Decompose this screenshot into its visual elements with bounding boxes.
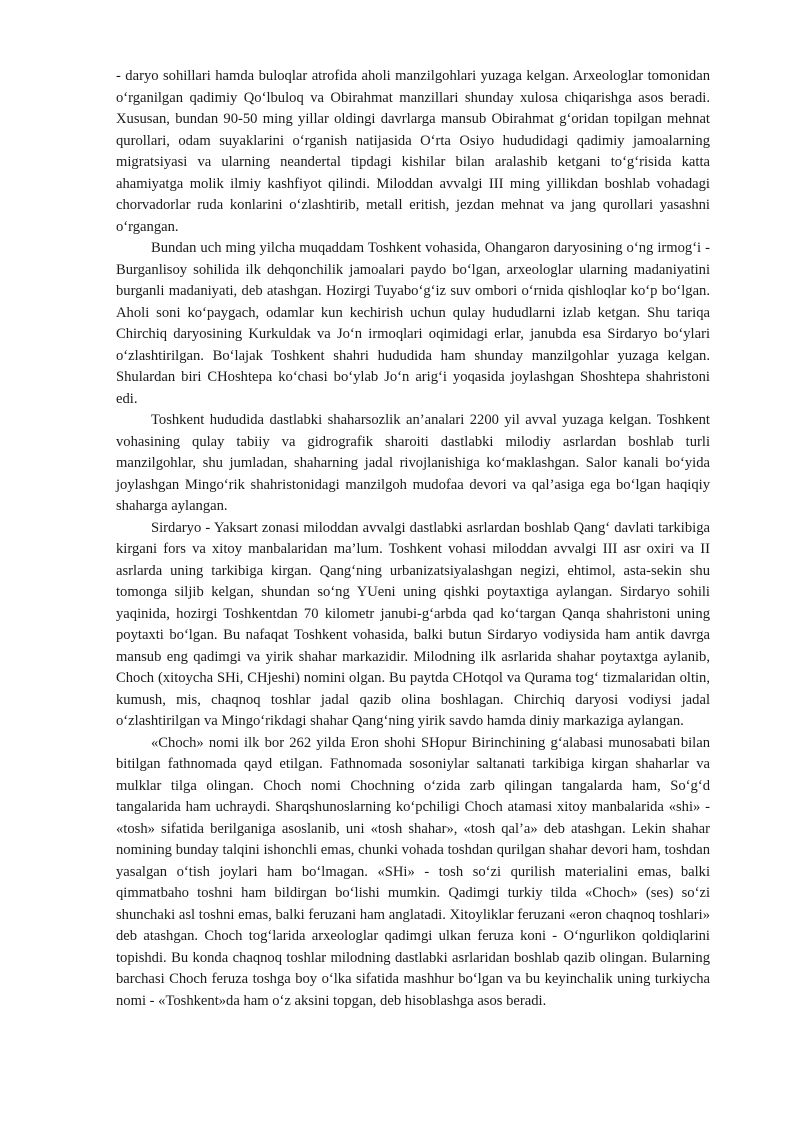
paragraph-5: «Choch» nomi ilk bor 262 yilda Eron shohi SHopur Birinchining g‘alabasi munosabati bilan bitilgan fathnomada qayd etilgan. Fathnomada sosoniylar saltanati tarkibiga kirgan shaharlar va mulklar tilga olingan. Choch nomi Chochning o‘zida zarb qilingan tangalarda ham, So‘g‘d tangalarida ham uchraydi. Sharqshunoslarning ko‘pchiligi Choch atamasi xitoy manbalarida «shi» - «tosh» sifatida berilganiga asoslanib, uni «tosh shahar», «tosh qal’a» deb atashgan. Lekin shahar nomining bunday talqini ishonchli emas, chunki vohada toshdan qurilgan shahar devori ham, toshdan yasalgan o‘tish joylari ham bo‘lmagan. «SHi» - tosh so‘zi qurilish materialini emas, balki qimmatbaho toshni ham bildirgan bo‘lishi mumkin. Qadimgi turkiy tilda «Choch» (ses) so‘zi shunchaki asl toshni emas, balki feruzani ham anglatadi. Xitoyliklar feruzani «eron chaqnoq toshlari» deb atashgan. Choch tog‘larida arxeologlar qadimgi ulkan feruza koni - O‘ngurlikon qoldiqlarini topishdi. Bu konda chaqnoq toshlar milodning dastlabki asrlaridan boshlab qazib olingan. Bularning barchasi Choch feruza toshga boy o‘lka sifatida mashhur bo‘lgan va bu keyinchalik uning turkiycha nomi - «Toshkent»da ham o‘z aksini topgan, deb hisoblashga asos beradi.	[116, 734, 710, 1009]
paragraph-2: Bundan uch ming yilcha muqaddam Toshkent vohasida, Ohangaron daryosining o‘ng irmog‘i - Burganlisoy sohilida ilk dehqonchilik jamoalari paydo bo‘lgan, arxeologlar ularning madaniyatini burganli madaniyati, deb atashgan. Hozirgi Tuyabo‘g‘iz suv ombori o‘rnida qishloqlar ko‘p bo‘lgan. Aholi soni ko‘paygach, odamlar kun kechirish uchun qulay hududlarni izlab ketgan. Shu tariqa Chirchiq daryosining Kurkuldak va Jo‘n irmoqlari oqimidagi erlar, janubda esa Sirdaryo bo‘ylari o‘zlashtirilgan. Bo‘lajak Toshkent shahri hududida ham shunday manzilgohlar yuzaga kelgan. Shulardan biri CHoshtepa ko‘chasi bo‘ylab Jo‘n arig‘i yoqasida joylashgan Shoshtepa shahristoni edi.	[116, 240, 710, 407]
paragraph-1: - daryo sohillari hamda buloqlar atrofida aholi manzilgohlari yuzaga kelgan. Arxeologlar tomonidan o‘rganilgan qadimiy Qo‘lbuloq va Obirahmat manzillari shunday xulosa chiqarishga asos beradi. Xususan, bundan 90-50 ming yillar oldingi davrlarga mansub Obirahmat g‘oridan topilgan mehnat qurollari, odam suyaklarini o‘rganish natijasida O‘rta Osiyo hududidagi qadimiy jamoalarning migratsiyasi va ularning neandertal tipdagi kishilar bilan aralashib ketgani to‘g‘risida katta ahamiyatga molik ilmiy kashfiyot qilindi. Miloddan avvalgi III ming yillikdan boshlab vohadagi chorvadorlar ruda konlarini o‘zlashtirib, metall eritish, jezdan mehnat va jang qurollari yasashni o‘rgangan.	[116, 68, 710, 235]
paragraph-3: Toshkent hududida dastlabki shaharsozlik an’analari 2200 yil avval yuzaga kelgan. Toshkent vohasining qulay tabiiy va gidrografik sharoiti dastlabki milodiy asrlardan boshlab turli manzilgohlar, shu jumladan, shaharning jadal rivojlanishiga ko‘maklashgan. Salor kanali bo‘yida joylashgan Mingo‘rik shahristonidagi manzilgoh mudofaa devori va qal’asiga ega bo‘lgan haqiqiy shaharga aylangan.	[116, 412, 710, 514]
paragraph-4: Sirdaryo - Yaksart zonasi miloddan avvalgi dastlabki asrlardan boshlab Qang‘ davlati tarkibiga kirgani fors va xitoy manbalaridan ma’lum. Toshkent vohasi miloddan avvalgi III asr oxiri va II asrlarda uning tarkibiga kirgan. Qang‘ning urbanizatsiyalashgan negizi, ehtimol, asta-sekin shu tomonga siljib kelgan, shundan so‘ng YUeni uning qishki poytaxtiga aylangan. Sirdaryo sohili yaqinida, hozirgi Toshkentdan 70 kilometr janubi-g‘arbda qad ko‘targan Qanqa shahristoni uning poytaxti bo‘lgan. Bu nafaqat Toshkent vohasida, balki butun Sirdaryo vodiysida ham antik davrga mansub eng qadimgi va yirik shahar markazidir. Milodning ilk asrlarida shahar poytaxtga aylanib, Choch (xitoycha SHi, CHjeshi) nomini olgan. Bu paytda CHotqol va Qurama tog‘ tizmalaridan oltin, kumush, mis, chaqnoq toshlar jadal qazib olina boshlagan. Chirchiq daryosi vodiysi jadal o‘zlashtirilgan va Mingo‘rikdagi shahar Qang‘ning yirik savdo hamda diniy markaziga aylangan.	[116, 519, 710, 729]
document-body	[116, 66, 710, 1012]
